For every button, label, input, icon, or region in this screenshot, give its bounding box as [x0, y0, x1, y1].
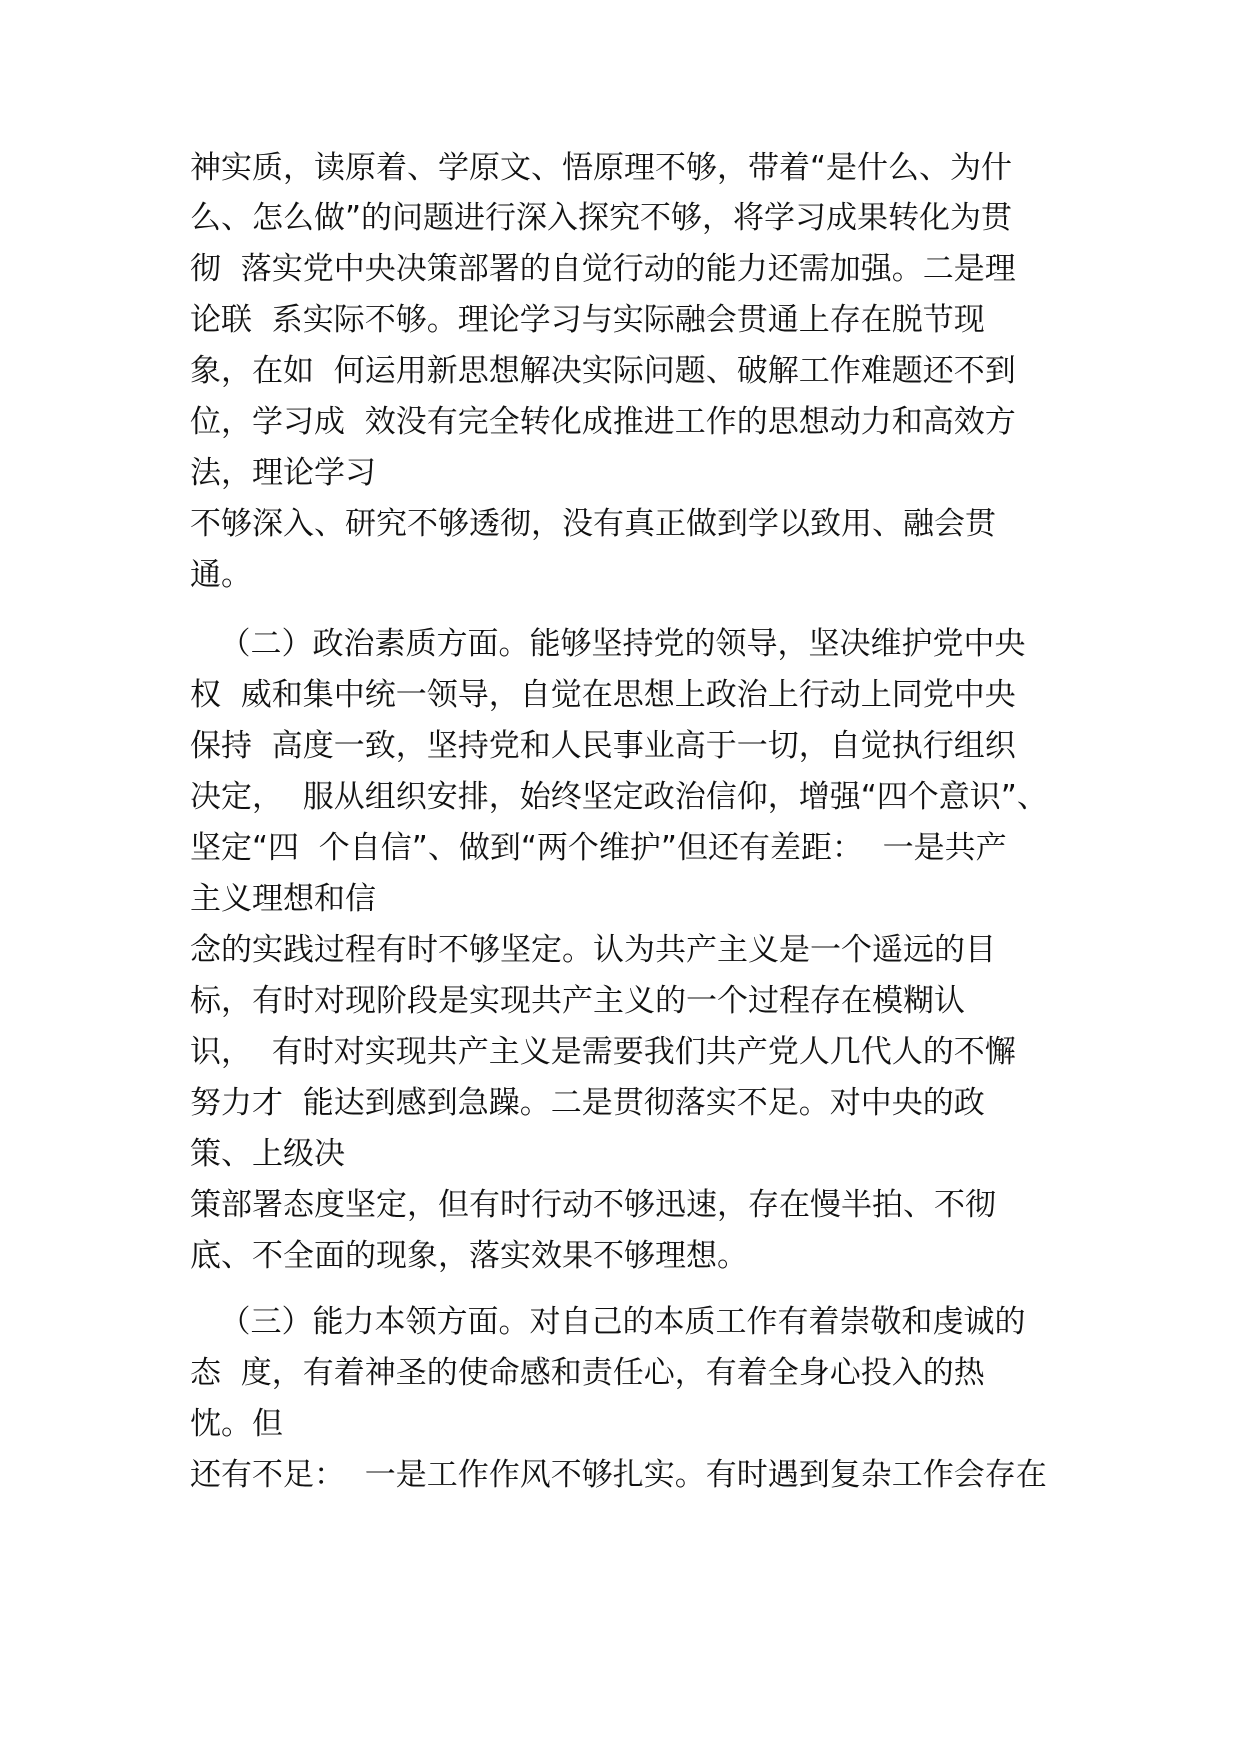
body-text-line: 态 度，有着神圣的使命感和责任心，有着全身心投入的热: [190, 1355, 985, 1391]
body-text-line: 不够深入、研究不够透彻，没有真正做到学以致用、融会贯: [190, 506, 996, 542]
body-text-line: 坚定“四 个自信”、做到“两个维护”但还有差距： 一是共产: [190, 830, 1007, 866]
body-text-line: 策部署态度坚定，但有时行动不够迅速，存在慢半拍、不彻: [190, 1187, 996, 1223]
body-text-line: 论联 系实际不够。理论学习与实际融会贯通上存在脱节现: [190, 302, 985, 338]
body-text-line: 策、上级决: [190, 1136, 345, 1172]
paragraph-heading-line: （二）政治素质方面。能够坚持党的领导，坚决维护党中央: [190, 626, 1026, 662]
paragraph-heading-line: （三）能力本领方面。对自己的本质工作有着崇敬和虔诚的: [190, 1304, 1026, 1340]
body-text-line: 识， 有时对实现共产主义是需要我们共产党人几代人的不懈: [190, 1034, 1016, 1070]
body-text-line: 权 威和集中统一领导，自觉在思想上政治上行动上同党中央: [190, 677, 1016, 713]
body-text-line: 忱。但: [190, 1406, 283, 1442]
body-text-line: 还有不足： 一是工作作风不够扎实。有时遇到复杂工作会存在: [190, 1457, 1047, 1493]
body-text-line: 么、怎么做”的问题进行深入探究不够，将学习成果转化为贯: [190, 200, 1013, 236]
body-text-line: 彻 落实党中央决策部署的自觉行动的能力还需加强。二是理: [190, 251, 1016, 287]
body-text-line: 决定， 服从组织安排，始终坚定政治信仰，增强“四个意识”、: [190, 779, 1048, 815]
body-text-line: 神实质，读原着、学原文、悟原理不够，带着“是什么、为什: [190, 150, 1013, 186]
body-text-line: 通。: [190, 557, 252, 593]
body-text-line: 主义理想和信: [190, 881, 376, 917]
body-text-line: 保持 高度一致，坚持党和人民事业高于一切，自觉执行组织: [190, 728, 1016, 764]
body-text-line: 念的实践过程有时不够坚定。认为共产主义是一个遥远的目: [190, 932, 996, 968]
body-text-line: 位，学习成 效没有完全转化成推进工作的思想动力和高效方: [190, 404, 1016, 440]
body-text-line: 法，理论学习: [190, 455, 376, 491]
body-text-line: 象，在如 何运用新思想解决实际问题、破解工作难题还不到: [190, 353, 1016, 389]
body-text-line: 标，有时对现阶段是实现共产主义的一个过程存在模糊认: [190, 983, 965, 1019]
body-text-line: 努力才 能达到感到急躁。二是贯彻落实不足。对中央的政: [190, 1085, 985, 1121]
body-text-line: 底、不全面的现象，落实效果不够理想。: [190, 1238, 748, 1274]
